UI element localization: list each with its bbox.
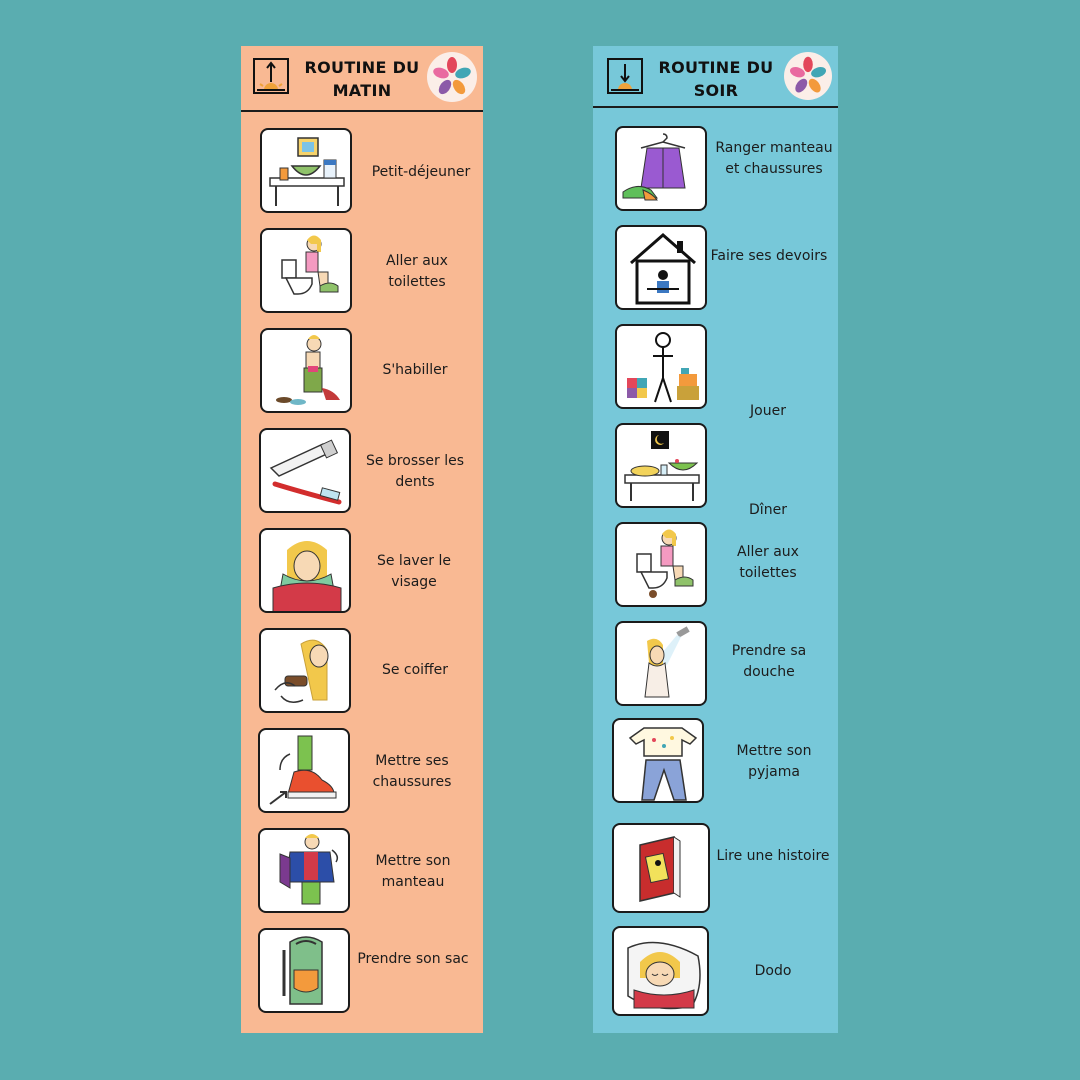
dressing-icon (260, 328, 352, 413)
routine-item-label: Mettre son manteau (375, 853, 451, 890)
dinner-table-icon (615, 423, 707, 508)
routine-item-label: Prendre sa douche (731, 643, 807, 680)
routine-item-label: Mettre ses chaussures (372, 753, 452, 790)
pyjama-icon (612, 718, 704, 803)
routine-matin-header (241, 46, 483, 112)
shoe-icon (258, 728, 350, 813)
routine-item-label: Se coiffer (381, 662, 449, 678)
routine-item-label: Lire une histoire (716, 848, 830, 864)
page-title (651, 56, 781, 102)
title-line-2: MATIN (332, 81, 392, 100)
routine-item-label: Se brosser les dents (365, 453, 465, 490)
routine-item-label: Faire ses devoirs (710, 248, 828, 264)
toothbrush-icon (259, 428, 351, 513)
breakfast-table-icon (260, 128, 352, 213)
title-line-2: SOIR (693, 81, 739, 100)
routine-item-label: Aller aux toilettes (737, 544, 799, 581)
routine-matin-panel (241, 46, 483, 1033)
routine-item-label: Jouer (750, 403, 786, 419)
toilet-icon (615, 522, 707, 607)
routine-item-label: Ranger manteau et chaussures (715, 140, 833, 177)
backpack-icon (258, 928, 350, 1013)
hands-star-logo (784, 52, 832, 100)
page-title (297, 56, 427, 102)
sleep-icon (612, 926, 709, 1016)
hands-star-logo (427, 52, 477, 102)
sunrise-arrow-up-icon (253, 58, 289, 94)
coat-icon (258, 828, 350, 913)
routine-soir-panel (593, 46, 838, 1033)
routine-item-label: Prendre son sac (357, 951, 469, 967)
sunset-arrow-down-icon (607, 58, 643, 94)
routine-item-label: Dîner (749, 502, 787, 518)
hairbrush-icon (259, 628, 351, 713)
shower-icon (615, 621, 707, 706)
routine-item-label: Dodo (754, 963, 792, 979)
coat-hanger-icon (615, 126, 707, 211)
toys-icon (615, 324, 707, 409)
wash-face-icon (259, 528, 351, 613)
title-line-1: ROUTINE DU (658, 58, 774, 77)
routine-item-label: Aller aux toilettes (386, 253, 448, 290)
routine-item-label: Mettre son pyjama (736, 743, 812, 780)
routine-item-label: Petit-déjeuner (371, 164, 471, 180)
homework-house-icon (615, 225, 707, 310)
book-icon (612, 823, 710, 913)
routine-soir-header (593, 46, 838, 108)
title-line-1: ROUTINE DU (304, 58, 420, 77)
routine-item-label: S'habiller (382, 362, 448, 378)
routine-item-label: Se laver le visage (376, 553, 452, 590)
toilet-icon (260, 228, 352, 313)
